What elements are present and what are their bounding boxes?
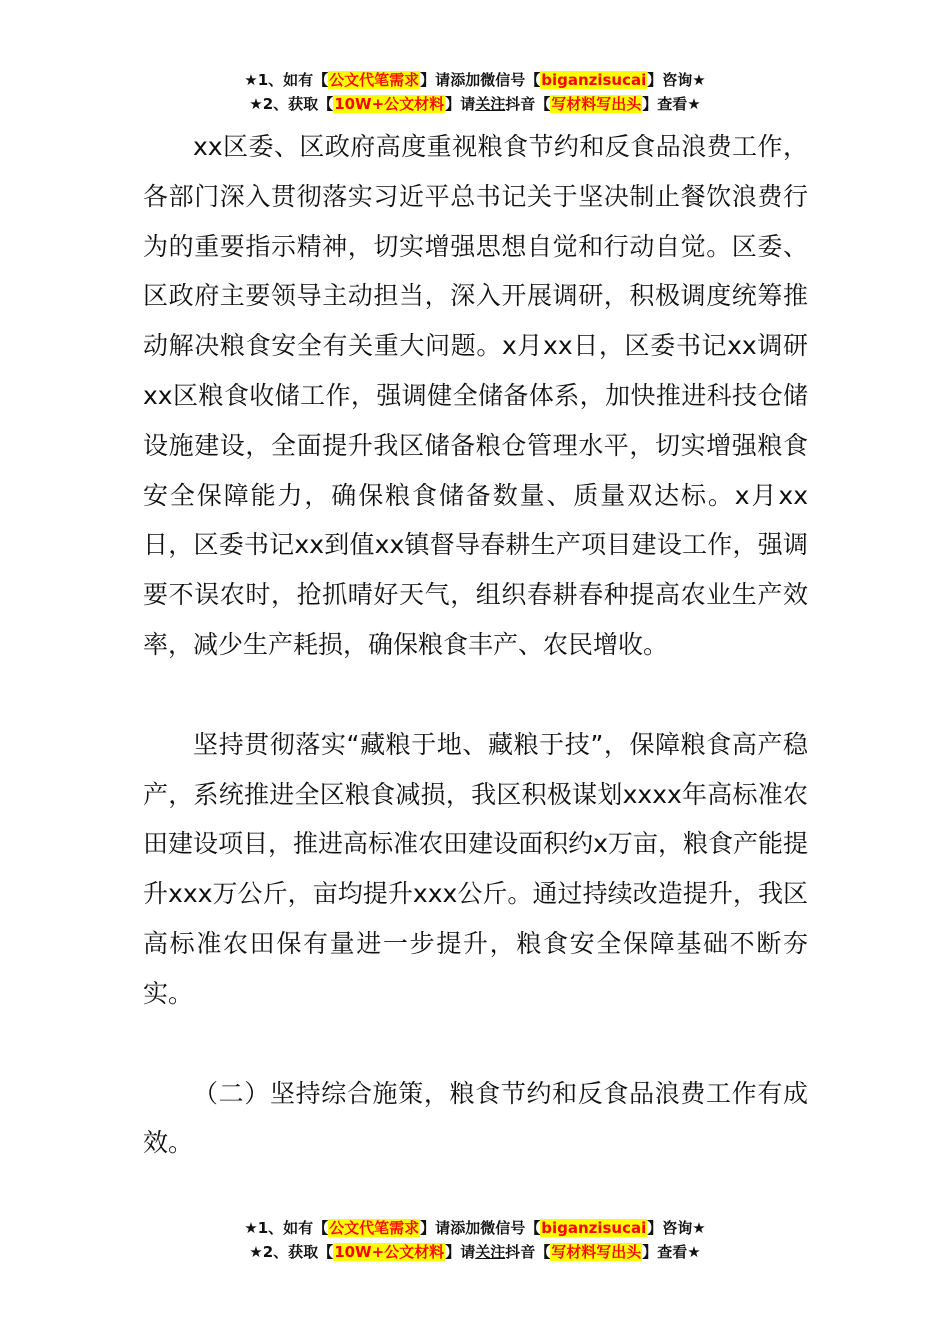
header-banner (0, 68, 950, 116)
paragraph-spacer (143, 670, 808, 720)
section-heading: （二）坚持综合施策，粮食节约和反食品浪费工作有成效。 (143, 1078, 808, 1158)
paragraph-2: 坚持贯彻落实“藏粮于地、藏粮于技”，保障粮食高产稳产，系统推进全区粮食减损，我区积极谋划xxxx年高标准农田建设项目，推进高标准农田建设面积约x万亩，粮食产能提升xxx万公斤，亩均提升xxx公斤。通过持续改造提升，我区高标准农田保有量进一步提升，粮食安全保障基础不断夯实。 (143, 729, 808, 1008)
highlight-service: 公文代笔需求 (329, 71, 420, 89)
footer-banner-line-1: ★1、如有【公文代笔需求】请添加微信号【biganzisucai】咨询★ (244, 1219, 706, 1237)
highlight-douyin-account: 写材料写出头 (551, 95, 642, 113)
highlight-materials: 10W+公文材料 (334, 1243, 445, 1261)
footer-banner-line-2: ★2、获取【10W+公文材料】请关注抖音【写材料写出头】查看★ (249, 1243, 701, 1261)
highlight-wechat-id: biganzisucai (541, 1219, 647, 1237)
footer-banner (0, 1216, 950, 1264)
highlight-wechat-id: biganzisucai (541, 71, 647, 89)
highlight-materials: 10W+公文材料 (334, 95, 445, 113)
highlight-service: 公文代笔需求 (329, 1219, 420, 1237)
highlight-douyin-account: 写材料写出头 (551, 1243, 642, 1261)
document-body (143, 122, 808, 1168)
header-banner-line-1: ★1、如有【公文代笔需求】请添加微信号【biganzisucai】咨询★ (244, 71, 706, 89)
header-banner-line-2: ★2、获取【10W+公文材料】请关注抖音【写材料写出头】查看★ (249, 95, 701, 113)
paragraph-spacer (143, 1019, 808, 1069)
paragraph-1: xx区委、区政府高度重视粮食节约和反食品浪费工作，各部门深入贯彻落实习近平总书记关于坚决制止餐饮浪费行为的重要指示精神，切实增强思想自觉和行动自觉。区委、区政府主要领导主动担当，深入开展调研，积极调度统筹推动解决粮食安全有关重大问题。x月xx日，区委书记xx调研xx区粮食收储工作，强调健全储备体系，加快推进科技仓储设施建设，全面提升我区储备粮仓管理水平，切实增强粮食安全保障能力，确保粮食储备数量、质量双达标。x月xx日，区委书记xx到值xx镇督导春耕生产项目建设工作，强调要不误农时，抢抓晴好天气，组织春耕春种提高农业生产效率，减少生产耗损，确保粮食丰产、农民增收。 (143, 132, 808, 659)
